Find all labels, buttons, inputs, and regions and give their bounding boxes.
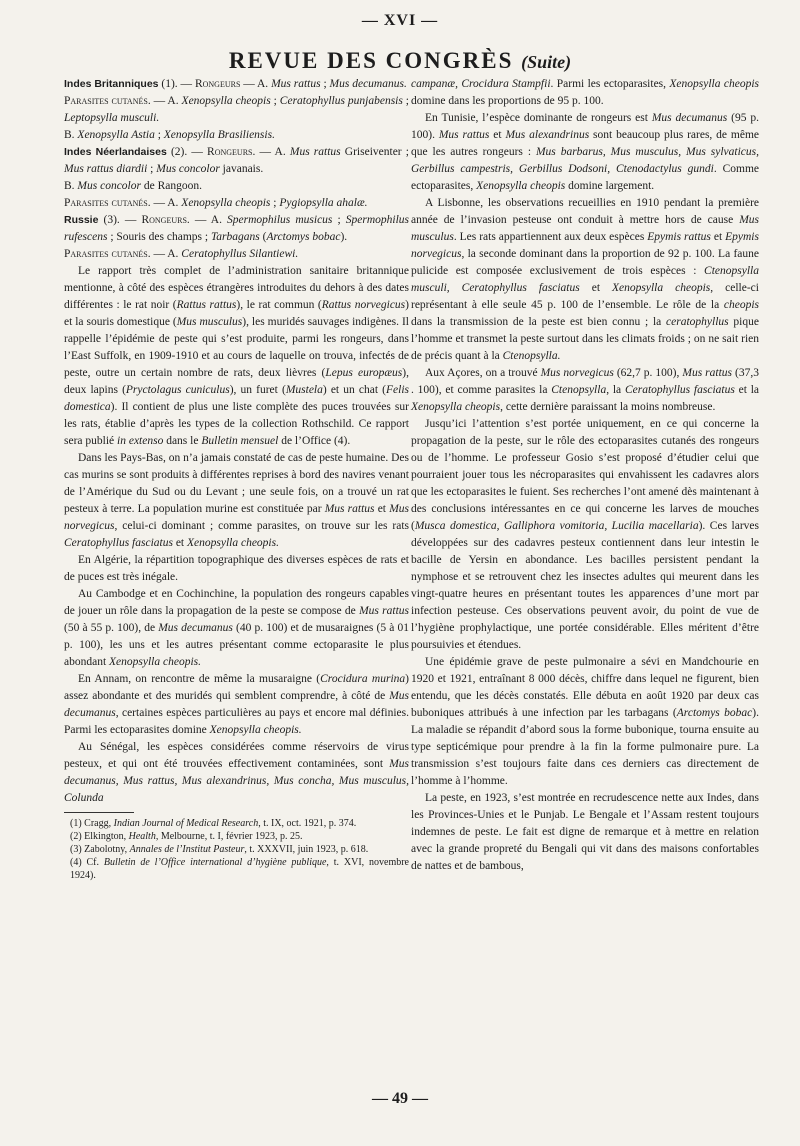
italic-term: Arctomys bobac xyxy=(676,707,753,719)
text-run: , t. XVI, novembre 1924). xyxy=(70,857,409,881)
text-run: B. xyxy=(64,180,78,192)
text-run: , certaines espèces particulières au pays et encore mal définies. Parmi les ectoparasites domine xyxy=(64,707,409,736)
italic-term: Ceratophyllus punjabensis xyxy=(279,95,403,107)
page-title xyxy=(0,48,800,74)
text-run: domine dans les proportions de 95 p. 100. xyxy=(411,95,604,107)
italic-term: Mus norvegicus xyxy=(64,503,409,532)
text-run: ) et la souris domestique ( xyxy=(64,299,409,328)
text-run: ; xyxy=(402,95,409,107)
italic-term: Mus decumanus xyxy=(64,690,409,719)
text-run: ). xyxy=(340,231,348,243)
text-run: ) assez abondante et des muridés qui semblent comprendre, à côté de xyxy=(64,673,409,702)
text-run: (3) Zabolotny, xyxy=(70,844,130,855)
text-run: et la xyxy=(734,384,759,396)
italic-term: Mus concolor xyxy=(77,180,141,192)
italic-term: Mus musculus xyxy=(176,316,243,328)
text-run: de Rangoon. xyxy=(140,180,202,192)
text-run: ). Ces larves développées sur des cadavres pesteux contiennent dans leur intestin le bacille de Yersin en abondance. Les bacilles persistent pendant la nymphose et se retrouvent chez les insectes adultes qui meurent dans les vingt-quatre heures en présentant toutes les apparences d’une mort par infection pesteuse. Ces observations peuvent avoir, du point de vue de l’hygiène prophylactique, une portée considérable. Elles méritent d’être poursuivies et étendues. xyxy=(411,520,759,651)
italic-term: Tarbagans xyxy=(210,231,260,243)
italic-term: Mus alexandrinus xyxy=(505,129,590,141)
paragraph xyxy=(411,790,759,875)
italic-term: Epymis norvegicus xyxy=(411,231,759,260)
text-run: , Melbourne, t. I, février 1923, p. 25. xyxy=(155,831,303,842)
italic-term: Xenopsylla cheopis. xyxy=(187,537,279,549)
paragraph xyxy=(411,76,759,110)
italic-term: Ceratophyllus Silantiewi. xyxy=(181,248,299,260)
paragraph xyxy=(411,654,759,790)
text-run: et xyxy=(489,129,506,141)
paragraph xyxy=(411,365,759,416)
text-run: — A. xyxy=(240,78,272,90)
footnote xyxy=(64,830,409,843)
text-run: A Lisbonne, les observations recueillies en 1910 pendant la première année de l’invasion pesteuse ont conduit à mettre hors de cause xyxy=(411,197,759,226)
text-run: ), un furet ( xyxy=(229,384,286,396)
text-run: ; Souris des champs ; xyxy=(107,231,211,243)
italic-term: Xenopsylla Brasiliensis. xyxy=(163,129,275,141)
italic-term: Mus concolor xyxy=(156,163,220,175)
text-run: , celle-ci représentant à elle seule 45 p. 100 de l’ensemble. Le rôle de la xyxy=(411,282,759,311)
text-run: ; xyxy=(270,95,280,107)
italic-term: Rattus rattus xyxy=(176,299,237,311)
text-run: et xyxy=(579,282,613,294)
italic-term: Mus rattus xyxy=(271,78,321,90)
title-suffix: (Suite) xyxy=(521,52,572,72)
text-run: ), deux lapins ( xyxy=(64,367,409,396)
text-run: ) et un chat ( xyxy=(322,384,386,396)
italic-term: Spermophilus musicus xyxy=(227,214,333,226)
text-run: . Comme ectoparasites, xyxy=(411,163,759,192)
paragraph xyxy=(64,178,409,195)
text-run: En Tunisie, l’espèce dominante de rongeurs est xyxy=(425,112,652,124)
italic-term: Xenopsylla cheopis. xyxy=(209,724,302,736)
text-run: javanais. xyxy=(219,163,264,175)
text-run: et xyxy=(172,537,187,549)
paragraph xyxy=(64,127,409,144)
italic-term: ceratophyllus xyxy=(666,316,729,328)
text-run: Parasites cutanés xyxy=(64,248,148,260)
text-run: Rongeurs xyxy=(141,214,187,226)
text-run: Au Cambodge et en Cochinchine, la population des rongeurs capables de jouer un rôle dans la propagation de la peste se compose de xyxy=(64,588,409,617)
italic-term: Mustela xyxy=(285,384,323,396)
italic-term: Spermophilus rufescens xyxy=(64,214,409,243)
paragraph xyxy=(64,552,409,586)
paragraph xyxy=(411,416,759,654)
italic-term: Xenopsylla cheopis xyxy=(612,282,711,294)
paragraph xyxy=(64,195,409,212)
italic-term: Indian Journal of Medical Research xyxy=(113,818,259,829)
italic-term: Xenopsylla cheopis xyxy=(181,95,271,107)
paragraph xyxy=(64,144,409,178)
text-run: , cette dernière paraissant la moins nombreuse. xyxy=(500,401,716,413)
text-run: Jusqu’ici l’attention s’est portée uniquement, en ce qui concerne la propagation de la peste, sur le rôle des ectoparasites cutanés des rongeurs ou de l’homme. Le professeur Gosio s’est proposé d’étudier celui que pourraient jouer tous les nécroparasites qui envahissent les cadavres alors que les ectoparasites le fuient. Ses recherches l’ont amené dès maintenant à des conclusions intéressantes en ce qui concerne les larves de mouches ( xyxy=(411,418,759,532)
text-run: . Parmi les ectoparasites, xyxy=(550,78,670,90)
text-run: pique l’homme et transmet la peste surtout dans les climats froids ; on ne sait rien de précis quant à la xyxy=(411,316,759,362)
text-run: ). Il contient de plus une liste complète des puces trouvées sur les rats, établie d’après les types de la collection Rothschild. Ce rapport sera publié xyxy=(64,401,409,447)
footnote xyxy=(64,817,409,830)
paragraph xyxy=(64,212,409,246)
italic-term: Mus rattus xyxy=(359,605,409,617)
italic-term: Mus decumanus xyxy=(651,112,728,124)
text-run: (50 à 55 p. 100), de xyxy=(64,622,159,634)
text-run: . — A. xyxy=(147,197,182,209)
paragraph xyxy=(64,586,409,671)
text-run: B. xyxy=(64,129,78,141)
right-column xyxy=(411,76,759,875)
italic-term: Bulletin de l’Office international d’hygiène publique xyxy=(103,857,327,868)
italic-term: Health xyxy=(128,831,156,842)
text-run: (1). — xyxy=(158,78,195,90)
footnote xyxy=(64,856,409,882)
text-run: (4) Cf. xyxy=(70,857,104,868)
text-run: . — A. xyxy=(252,146,290,158)
italic-term: Lepus europæus xyxy=(325,367,403,379)
country-heading: Indes Néerlandaises xyxy=(64,146,167,158)
text-run: Le rapport très complet de l’administration sanitaire britannique mentionne, à côté des espèces étrangères introduites du dehors à des dates différentes : le rat noir ( xyxy=(64,265,409,311)
text-run: Griseiventer ; xyxy=(340,146,409,158)
text-run: (37,3 . 100), et comme parasites la xyxy=(411,367,759,396)
title-text: REVUE DES CONGRÈS xyxy=(228,48,514,73)
italic-term: Annales de l’Institut Pasteur xyxy=(129,844,245,855)
footnote-rule xyxy=(64,812,134,813)
italic-term: Ceratophyllus fasciatus xyxy=(64,537,173,549)
text-run: (40 p. 100) et de musaraignes (5 à 01 p. 100), les uns et les autres présentant comme ectoparasite le plus abondant xyxy=(64,622,409,668)
text-run: Aux Açores, on a trouvé xyxy=(425,367,541,379)
text-run: (95 p. 100). xyxy=(411,112,759,141)
text-run: ; xyxy=(320,78,330,90)
text-run: (62,7 p. 100), xyxy=(613,367,683,379)
text-run: (1) Cragg, xyxy=(70,818,114,829)
paragraph xyxy=(64,450,409,552)
paragraph xyxy=(64,93,409,127)
italic-term: Crocidura murina xyxy=(320,673,406,685)
text-run: de l’Office (4). xyxy=(278,435,351,447)
paragraph xyxy=(64,671,409,739)
text-run: En Annam, on rencontre de même la musaraigne ( xyxy=(78,673,321,685)
paragraph xyxy=(64,263,409,450)
paragraph xyxy=(64,76,409,93)
text-run: , t. XXXVII, juin 1923, p. 618. xyxy=(244,844,369,855)
italic-term: campanæ, Crocidura Stampfii xyxy=(411,78,551,90)
text-run: . Les rats appartiennent aux deux espèces xyxy=(453,231,648,243)
page-number: — 49 — xyxy=(372,1090,428,1107)
italic-term: Felis domestica xyxy=(64,384,409,413)
paragraph xyxy=(411,195,759,365)
italic-term: Rattus norvegicus xyxy=(321,299,406,311)
italic-term: Mus rattus diardii xyxy=(64,163,148,175)
italic-term: Xenopsylla cheopis xyxy=(476,180,566,192)
italic-term: Mus rattus xyxy=(289,146,341,158)
text-run: dans la transmission de la peste est bien connu ; la xyxy=(411,316,667,328)
italic-term: Bulletin mensuel xyxy=(201,435,279,447)
text-run: Dans les Pays-Bas, on n’a jamais constaté de cas de peste humaine. Des cas murins se sont produits à différentes reprises à bord des navires venant de l’Amérique du Sud ou du Levant ; une seule fois, on a trouvé un rat pesteux à terre. La population murine est constituée par xyxy=(64,452,409,515)
paragraph xyxy=(411,110,759,195)
text-run: ; xyxy=(147,163,157,175)
italic-term: Pygiopsylla ahalæ. xyxy=(279,197,368,209)
left-paragraphs xyxy=(64,76,409,807)
text-run: Au Sénégal, les espèces considérées comme réservoirs de virus pesteux, et qui ont été trouvées effectivement contaminées, sont xyxy=(64,741,409,770)
text-run: dans le xyxy=(163,435,202,447)
text-run: ), le rat commun ( xyxy=(236,299,322,311)
text-run: , la seconde dominant dans la proportion de 92 p. 100. La faune pulicide est composée exclusivement de trois espèces : xyxy=(411,248,759,277)
text-run: . — A. xyxy=(186,214,228,226)
italic-term: Mus norvegicus xyxy=(540,367,614,379)
text-run: ; xyxy=(332,214,346,226)
italic-term: Mus musculus xyxy=(411,214,759,243)
text-run: Parasites cutanés xyxy=(64,95,148,107)
italic-term: Mus rattus xyxy=(438,129,490,141)
text-run: . — A. xyxy=(147,95,182,107)
italic-term: Xenopsylla cheopis. xyxy=(109,656,202,668)
text-run: Une épidémie grave de peste pulmonaire a sévi en Mandchourie en 1920 et 1921, entraînant 8 000 décès, chiffre dans lequel ne figurent, bien entendu, que les décès constatés. Elle débuta en août 1920 par deux cas buboniques attribués à une infection par les tarbagans ( xyxy=(411,656,759,719)
text-run: et xyxy=(710,231,726,243)
running-header: — XVI — xyxy=(361,12,439,29)
paragraph xyxy=(64,739,409,807)
text-run: Parasites cutanés xyxy=(64,197,148,209)
italic-term: Musca domestica, Galliphora vomitoria, Lucilia macellaria xyxy=(414,520,699,532)
text-run: ). La maladie se répandit d’abord sous la forme bubonique, tourna ensuite au type septicémique pour prendre à la fin la forme pulmonaire pure. La transmission s’est toujours faite dans ces derniers cas directement de l’homme à l’homme. xyxy=(411,707,759,787)
text-run: (3). — xyxy=(98,214,142,226)
italic-term: Xenopsylla cheopis xyxy=(669,78,759,90)
italic-term: Mus rattus xyxy=(682,367,733,379)
italic-term: Xenopsylla cheopis xyxy=(181,197,271,209)
text-run: ; xyxy=(154,129,164,141)
country-heading: Russie xyxy=(64,214,99,226)
italic-term: Arctomys bobac xyxy=(266,231,341,243)
left-column xyxy=(64,76,409,882)
footnote xyxy=(64,843,409,856)
footnotes xyxy=(64,817,409,882)
text-run: Rongeurs xyxy=(207,146,253,158)
text-run: et xyxy=(374,503,390,515)
text-run: ), les muridés sauvages indigènes. Il rappelle l’épidémie de peste qui s’est produite, parmi les rongeurs, dans l’East Suffolk, en 1909-1910 et au cours de laquelle on trouva, infectés de peste, outre un certain nombre de rats, deux lièvres ( xyxy=(64,316,409,379)
italic-term: Xenopsylla cheopis xyxy=(411,401,501,413)
text-run: . — A. xyxy=(147,248,182,260)
italic-term: Leptopsylla musculi. xyxy=(64,112,160,124)
country-heading: Indes Britanniques xyxy=(64,78,159,90)
text-run: (2). — xyxy=(166,146,208,158)
text-run: ; xyxy=(270,197,280,209)
italic-term: Pryctolagus cuniculus xyxy=(125,384,230,396)
italic-term: Ctenopsylla xyxy=(551,384,607,396)
italic-term: Xenopsylla Astia xyxy=(77,129,155,141)
text-run: , t. IX, oct. 1921, p. 374. xyxy=(258,818,357,829)
italic-term: Mus rattus xyxy=(324,503,375,515)
text-run: (2) Elkington, xyxy=(70,831,129,842)
text-run: sont beaucoup plus rares, de même que les autres rongeurs : xyxy=(411,129,759,158)
text-run: La peste, en 1923, s’est montrée en recrudescence nette aux Indes, dans les Provinces-Unies et le Punjab. Le Bengale et l’Assam restent toujours indemnes de peste. Le fait est digne de remarque et à mettre en relation avec la grande propreté du Bengali qui vit dans des maisons confortables de nattes et de bambous, xyxy=(411,792,759,872)
italic-term: Ctenopsylla. xyxy=(502,350,561,362)
italic-term: Ceratophyllus fasciatus xyxy=(624,384,735,396)
text-run: Rongeurs xyxy=(194,78,241,90)
italic-term: in extenso xyxy=(117,435,164,447)
paragraph xyxy=(64,246,409,263)
italic-term: cheopis xyxy=(723,299,759,311)
text-run: ( xyxy=(259,231,267,243)
text-run: , celui-ci dominant ; comme parasites, on trouve sur les rats xyxy=(114,520,409,532)
italic-term: Mus decumanus xyxy=(158,622,233,634)
italic-term: Mus decumanus, Mus rattus, Mus alexandrinus, Mus concha, Mus musculus, Colunda xyxy=(64,758,409,804)
text-run: domine largement. xyxy=(565,180,655,192)
text-run: En Algérie, la répartition topographique des diverses espèces de rats et de puces est très inégale. xyxy=(64,554,409,583)
italic-term: Mus decumanus. xyxy=(329,78,407,90)
italic-term: Ctenopsylla musculi, Ceratophyllus fasciatus xyxy=(411,265,759,294)
italic-term: Mus barbarus, Mus musculus, Mus sylvaticus, Gerbillus campestris, Gerbillus Dodsoni, Ctenodactylus gundi xyxy=(411,146,759,175)
italic-term: Epymis rattus xyxy=(647,231,711,243)
text-run: , la xyxy=(606,384,625,396)
